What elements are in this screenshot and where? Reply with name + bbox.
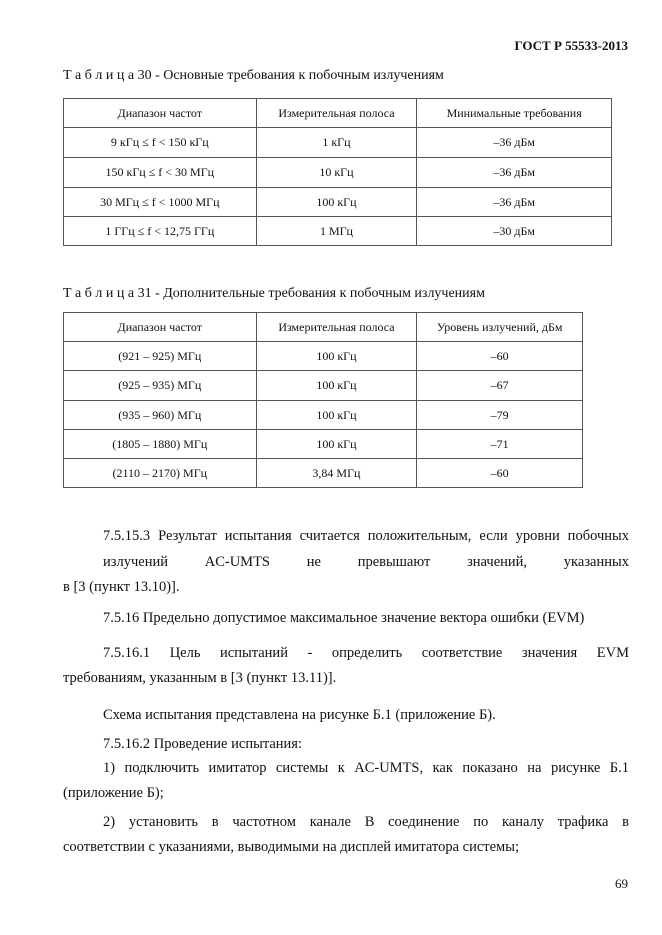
cell: –60 [417, 342, 583, 371]
table-header-row [64, 313, 583, 342]
header-cell: Диапазон частот [64, 313, 257, 342]
cell: (925 – 935) МГц [64, 371, 257, 401]
table-header-row [64, 99, 612, 128]
text: 2) установить в частотном канале В соединение по каналу трафика в [103, 814, 629, 830]
cell: –67 [417, 371, 583, 401]
table-row [64, 459, 583, 488]
cell: 100 кГц [256, 188, 417, 217]
heading-7-5-16: 7.5.16 Предельно допустимое максимальное значение вектора ошибки (EVM) [103, 610, 585, 626]
cell: 1 МГц [256, 217, 417, 246]
table-row [64, 342, 583, 371]
text: требованиям, указанным в [3 (пункт 13.11)]. [63, 670, 337, 686]
cell: –36 дБм [417, 188, 612, 217]
cell: –36 дБм [417, 158, 612, 188]
list-item-1 [63, 756, 629, 806]
text: 7.5.16.1 Цель испытаний - определить соответствие значения EVM [103, 645, 629, 661]
cell: –79 [417, 401, 583, 430]
cell: 10 кГц [256, 158, 417, 188]
cell: 150 кГц ≤ f < 30 МГц [64, 158, 257, 188]
table-row [64, 158, 612, 188]
header-cell: Диапазон частот [64, 99, 257, 128]
cell: 30 МГц ≤ f < 1000 МГц [64, 188, 257, 217]
table30-caption: Т а б л и ц а 30 - Основные требования к побочным излучениям [63, 68, 444, 83]
paragraph-7-5-16-2: 7.5.16.2 Проведение испытания: [103, 736, 302, 752]
cell: –71 [417, 430, 583, 459]
list-item-2 [63, 810, 629, 860]
page-number: 69 [615, 876, 628, 891]
header-cell: Минимальные требования [417, 99, 612, 128]
cell: 100 кГц [256, 371, 417, 401]
table-row [64, 371, 583, 401]
cell: 1 кГц [256, 128, 417, 158]
cell: 100 кГц [256, 430, 417, 459]
cell: –36 дБм [417, 128, 612, 158]
cell: (935 – 960) МГц [64, 401, 257, 430]
paragraph-7-5-16-1 [63, 641, 629, 691]
text: соответствии с указаниями, выводимыми на дисплей имитатора системы; [63, 839, 519, 855]
text: 1) подключить имитатор системы к AC-UMTS, как показано на рисунке Б.1 [103, 760, 629, 776]
paragraph-7-5-15-3 [63, 523, 629, 600]
cell: –60 [417, 459, 583, 488]
document-header: ГОСТ Р 55533-2013 [514, 38, 628, 53]
cell: 1 ГГц ≤ f < 12,75 ГГц [64, 217, 257, 246]
cell: –30 дБм [417, 217, 612, 246]
table-row [64, 430, 583, 459]
header-cell: Измерительная полоса [256, 99, 417, 128]
table31 [63, 312, 583, 488]
table30 [63, 98, 612, 246]
table31-caption: Т а б л и ц а 31 - Дополнительные требования к побочным излучениям [63, 286, 485, 301]
table-row [64, 128, 612, 158]
cell: (1805 – 1880) МГц [64, 430, 257, 459]
text: в [3 (пункт 13.10)]. [63, 579, 180, 595]
header-cell: Измерительная полоса [256, 313, 417, 342]
cell: 3,84 МГц [256, 459, 417, 488]
cell: (921 – 925) МГц [64, 342, 257, 371]
paragraph-scheme: Схема испытания представлена на рисунке Б.1 (приложение Б). [103, 707, 496, 723]
cell: 100 кГц [256, 401, 417, 430]
text: (приложение Б); [63, 785, 164, 801]
table-row [64, 188, 612, 217]
header-cell: Уровень излучений, дБм [417, 313, 583, 342]
cell: 9 кГц ≤ f < 150 кГц [64, 128, 257, 158]
table-row [64, 401, 583, 430]
cell: (2110 – 2170) МГц [64, 459, 257, 488]
text: 7.5.15.3 Результат испытания считается положительным, если уровни побочных излучений AC-UMTS не превышают значений, указанных [103, 528, 629, 570]
cell: 100 кГц [256, 342, 417, 371]
table-row [64, 217, 612, 246]
